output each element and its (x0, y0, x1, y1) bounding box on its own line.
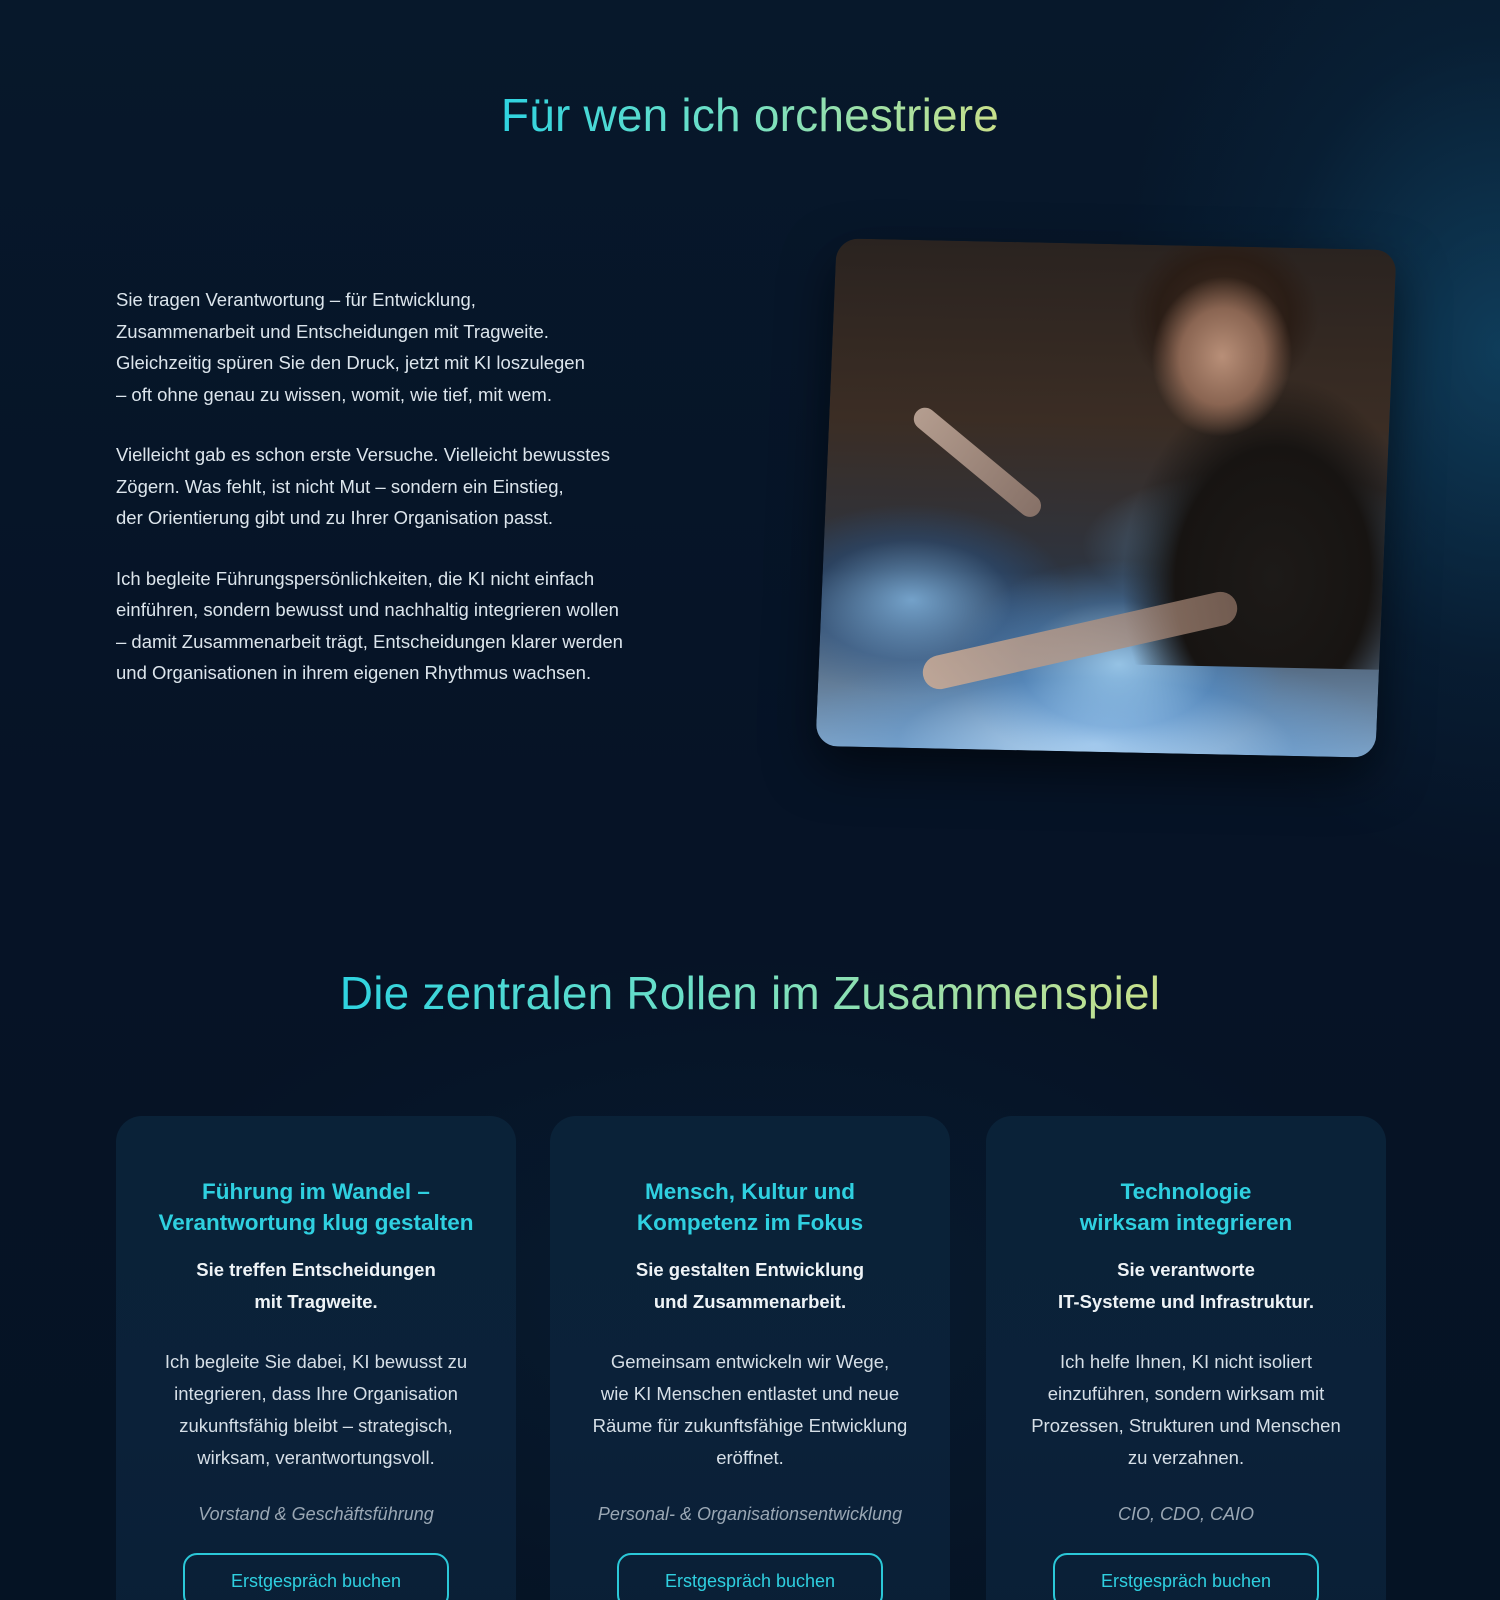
role-card-people-culture (550, 1116, 950, 1600)
section-title-audience-text: Für wen ich orchestriere (500, 89, 1000, 141)
card-body: Ich begleite Sie dabei, KI bewusst zu integrieren, dass Ihre Organisation zukunftsfähig bleibt – strategisch, wirksam, verantwortungsvoll. (164, 1351, 468, 1468)
conductor-photo (815, 238, 1396, 757)
intro-text-block (116, 284, 676, 718)
card-body: Gemeinsam entwickeln wir Wege, wie KI Menschen entlastet und neue Räume für zukunftsfähige Entwicklung eröffnet. (592, 1351, 908, 1468)
section-title-audience (0, 88, 1500, 142)
card-subtitle: Sie treffen Entscheidungen mit Tragweite. (196, 1259, 436, 1312)
card-subtitle: Sie verantworte IT-Systeme und Infrastruktur. (1058, 1259, 1314, 1312)
roles-card-grid (116, 1116, 1384, 1600)
card-title: Mensch, Kultur und Kompetenz im Fokus (636, 1179, 864, 1235)
intro-paragraph-3: Ich begleite Führungspersönlichkeiten, die KI nicht einfach einführen, sondern bewusst und nachhaltig integrieren wollen – damit Zusammenarbeit trägt, Entscheidungen klarer werden und Organisationen in ihrem eigenen Rhythmus wachsen. (116, 567, 623, 683)
section-title-roles-text: Die zentralen Rollen im Zusammenspiel (339, 967, 1161, 1019)
section-title-roles (0, 966, 1500, 1020)
card-body: Ich helfe Ihnen, KI nicht isoliert einzuführen, sondern wirksam mit Prozessen, Strukturen und Menschen zu verzahnen. (1031, 1351, 1341, 1468)
intro-paragraph-2: Vielleicht gab es schon erste Versuche. Vielleicht bewusstes Zögern. Was fehlt, ist nicht Mut – sondern ein Einstieg, der Orientierung gibt und zu Ihrer Organisation passt. (116, 444, 610, 528)
card-role-label: CIO, CDO, CAIO (1117, 1504, 1254, 1524)
card-title: Technologie wirksam integrieren (1079, 1179, 1293, 1235)
role-card-leadership (116, 1116, 516, 1600)
book-consultation-button[interactable]: Erstgespräch buchen (617, 1553, 883, 1600)
book-consultation-button[interactable]: Erstgespräch buchen (1053, 1553, 1319, 1600)
card-role-label: Vorstand & Geschäftsführung (198, 1504, 434, 1524)
intro-paragraph-1: Sie tragen Verantwortung – für Entwicklung, Zusammenarbeit und Entscheidungen mit Tragweite. Gleichzeitig spüren Sie den Druck, jetzt mit KI loszulegen – oft ohne genau zu wissen, womit, wie tief, mit wem. (116, 289, 585, 405)
role-card-technology (986, 1116, 1386, 1600)
book-consultation-button[interactable]: Erstgespräch buchen (183, 1553, 449, 1600)
card-subtitle: Sie gestalten Entwicklung und Zusammenarbeit. (635, 1259, 865, 1312)
card-role-label: Personal- & Organisationsentwicklung (597, 1504, 903, 1524)
card-title: Führung im Wandel – Verantwortung klug gestalten (158, 1179, 474, 1235)
